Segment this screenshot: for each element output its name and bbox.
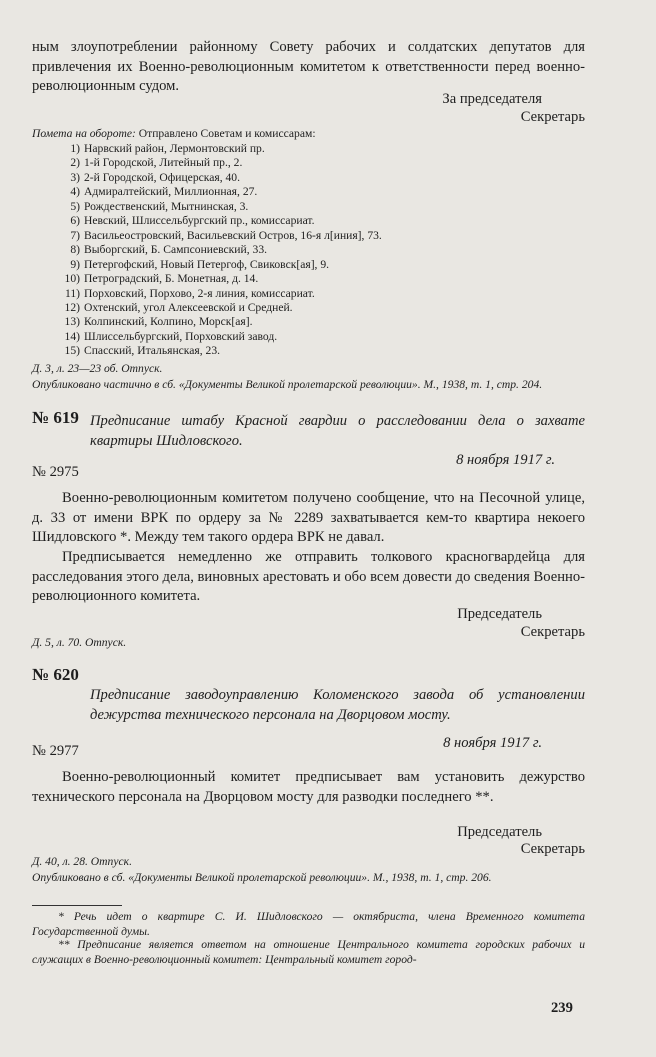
intro-signature-chair: За председателя	[442, 91, 542, 107]
reverse-note-heading	[32, 127, 585, 142]
document-620-number: № 620	[32, 665, 79, 684]
recipients-list	[50, 142, 570, 359]
reverse-note-source: Д. 3, л. 23—23 об. Отпуск.	[32, 362, 163, 375]
reverse-note-label: Помета на обороте:	[32, 127, 136, 140]
list-item: 10) Петроградский, Б. Монетная, д. 14.	[64, 272, 259, 286]
document-620-date: 8 ноября 1917 г.	[443, 735, 542, 751]
intro-paragraph: ным злоупотреблении районному Совету рабочих и солдатских депутатов для привлечения их Военно-революционным комитетом к ответственности перед военно-революционным судом.	[32, 39, 585, 95]
list-item: 9) Петергофский, Новый Петергоф, Свиковск[ая], 9.	[70, 257, 330, 271]
list-item: 8) Выборгский, Б. Сампсониевский, 33.	[70, 243, 268, 257]
intro-signature-secretary: Секретарь	[520, 109, 585, 125]
document-620-paragraph-1: Военно-революционный комитет предписывает вам установить дежурство технического персонала на Дворцовом мосту для разводки последнего **.	[32, 769, 585, 805]
list-item: 14) Шлиссельбургский, Порховский завод.	[64, 329, 278, 343]
document-619-paragraph-2: Предписывается немедленно же отправить толкового красногвардейца для расследования этого дела, виновных арестовать и обо всем довести до сведения Военно-революционного комитета.	[32, 549, 585, 605]
document-619-title: Предписание штабу Красной гвардии о расследовании дела о захвате квартиры Шидловского.	[90, 413, 585, 449]
document-619-signature-chair: Председатель	[457, 606, 542, 622]
document-619-signature-secretary: Секретарь	[520, 624, 585, 640]
list-item: 12) Охтенский, угол Алексеевской и Средней.	[64, 300, 293, 314]
document-619-paragraph-1: Военно-революционным комитетом получено сообщение, что на Песочной улице, д. 33 от имени ВРК по ордеру за № 2289 захватывается кем-то квартира некоего Шидловского *. Между тем такого ордера ВРК не давал.	[32, 490, 585, 546]
document-619-number: № 619	[32, 408, 79, 427]
list-item: 11) Порховский, Порхово, 2-я линия, комиссариат.	[64, 286, 315, 300]
list-item: 15) Спасский, Итальянская, 23.	[64, 344, 221, 358]
list-item: 13) Колпинский, Колпино, Морск[ая].	[64, 315, 253, 329]
document-619-source: Д. 5, л. 70. Отпуск.	[32, 636, 127, 649]
list-item: 4) Адмиралтейский, Миллионная, 27.	[70, 185, 258, 199]
reverse-note-publication: Опубликовано частично в сб. «Документы Великой пролетарской революции». М., 1938, т. 1, стр. 204.	[32, 378, 543, 391]
list-item: 2) 1-й Городской, Литейный пр., 2.	[70, 156, 243, 170]
document-620-signature-secretary: Секретарь	[520, 841, 585, 857]
page-number: 239	[551, 1000, 573, 1016]
list-item: 1) Нарвский район, Лермонтовский пр.	[70, 142, 265, 155]
document-620-publication: Опубликовано в сб. «Документы Великой пролетарской революции». М., 1938, т. 1, стр. 206.	[32, 871, 492, 884]
document-620-source: Д. 40, л. 28. Отпуск.	[32, 855, 132, 868]
list-item: 7) Васильеостровский, Васильевский Остров, 16-я л[иния], 73.	[70, 228, 382, 242]
document-619-date: 8 ноября 1917 г.	[456, 452, 555, 468]
reverse-note-text: Отправлено Советам и комиссарам:	[138, 127, 316, 140]
document-620-title: Предписание заводоуправлению Коломенского завода об установлении дежурства технического персонала на Дворцовом мосту.	[90, 687, 585, 723]
list-item: 3) 2-й Городской, Офицерская, 40.	[70, 170, 240, 184]
list-item: 5) Рождественский, Мытнинская, 3.	[70, 199, 249, 213]
footnote-1: * Речь идет о квартире С. И. Шидловского — октябриста, члена Временного комитета Государственной думы.	[32, 910, 585, 938]
document-620-outgoing-number: № 2977	[32, 743, 79, 759]
footnote-divider	[32, 905, 122, 906]
document-620-signature-chair: Председатель	[457, 824, 542, 840]
footnote-2: ** Предписание является ответом на отношение Центрального комитета городских рабочих и служащих в Военно-революционный комитет: Центральный комитет город-	[32, 938, 585, 966]
document-619-outgoing-number: № 2975	[32, 464, 79, 480]
list-item: 6) Невский, Шлиссельбургский пр., комиссариат.	[70, 214, 315, 228]
